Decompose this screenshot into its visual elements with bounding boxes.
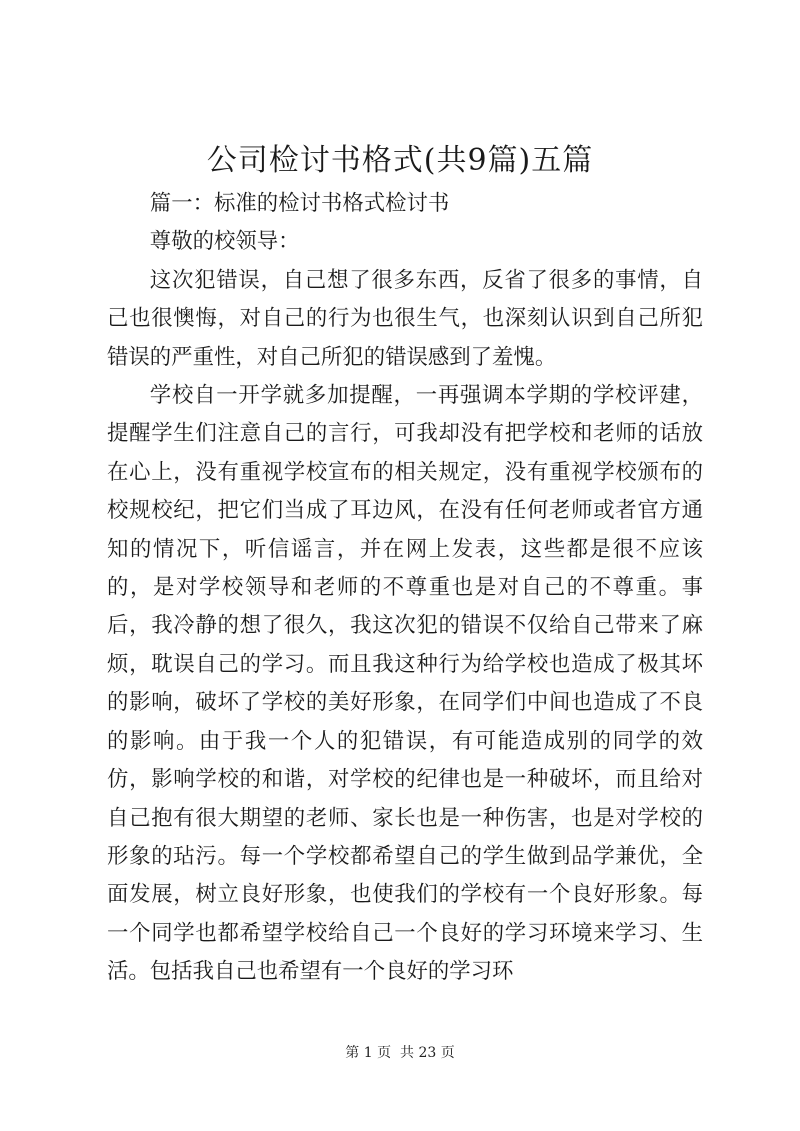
document-body: [107, 185, 703, 992]
salutation: 尊敬的校领导：: [149, 229, 300, 255]
body-paragraph: 学校自一开学就多加提醒，一再强调本学期的学校评建，提醒学生们注意自己的言行，可我却没有把学校和老师的话放在心上，没有重视学校宣布的相关规定，没有重视学校颁布的校规校纪，把它们当成了耳边风，在没有任何老师或者官方通知的情况下，听信谣言，并在网上发表，这些都是很不应该的，是对学校领导和老师的不尊重也是对自己的不尊重。事后，我冷静的想了很久，我这次犯的错误不仅给自己带来了麻烦，耽误自己的学习。而且我这种行为给学校也造成了极其坏的影响，破坏了学校的美好形象，在同学们中间也造成了不良的影响。由于我一个人的犯错误，有可能造成别的同学的效仿，影响学校的和谐，对学校的纪律也是一种破坏，而且给对自己抱有很大期望的老师、家长也是一种伤害，也是对学校的形象的玷污。每一个学校都希望自己的学生做到品学兼优，全面发展，树立良好形象，也使我们的学校有一个良好形象。每一个同学也都希望学校给自己一个良好的学习环境来学习、生活。包括我自己也希望有一个良好的学习环: [107, 383, 703, 985]
page-footer: [0, 1043, 800, 1063]
body-paragraph: 这次犯错误，自己想了很多东西，反省了很多的事情，自己也很懊悔，对自己的行为也很生气，也深刻认识到自己所犯错误的严重性，对自己所犯的错误感到了羞愧。: [107, 267, 703, 370]
page-number: 第 1 页 共 23 页: [345, 1045, 455, 1061]
document-title: 公司检讨书格式(共9篇)五篇: [206, 143, 594, 178]
section-heading: 篇一：标准的检讨书格式检讨书: [149, 191, 450, 216]
